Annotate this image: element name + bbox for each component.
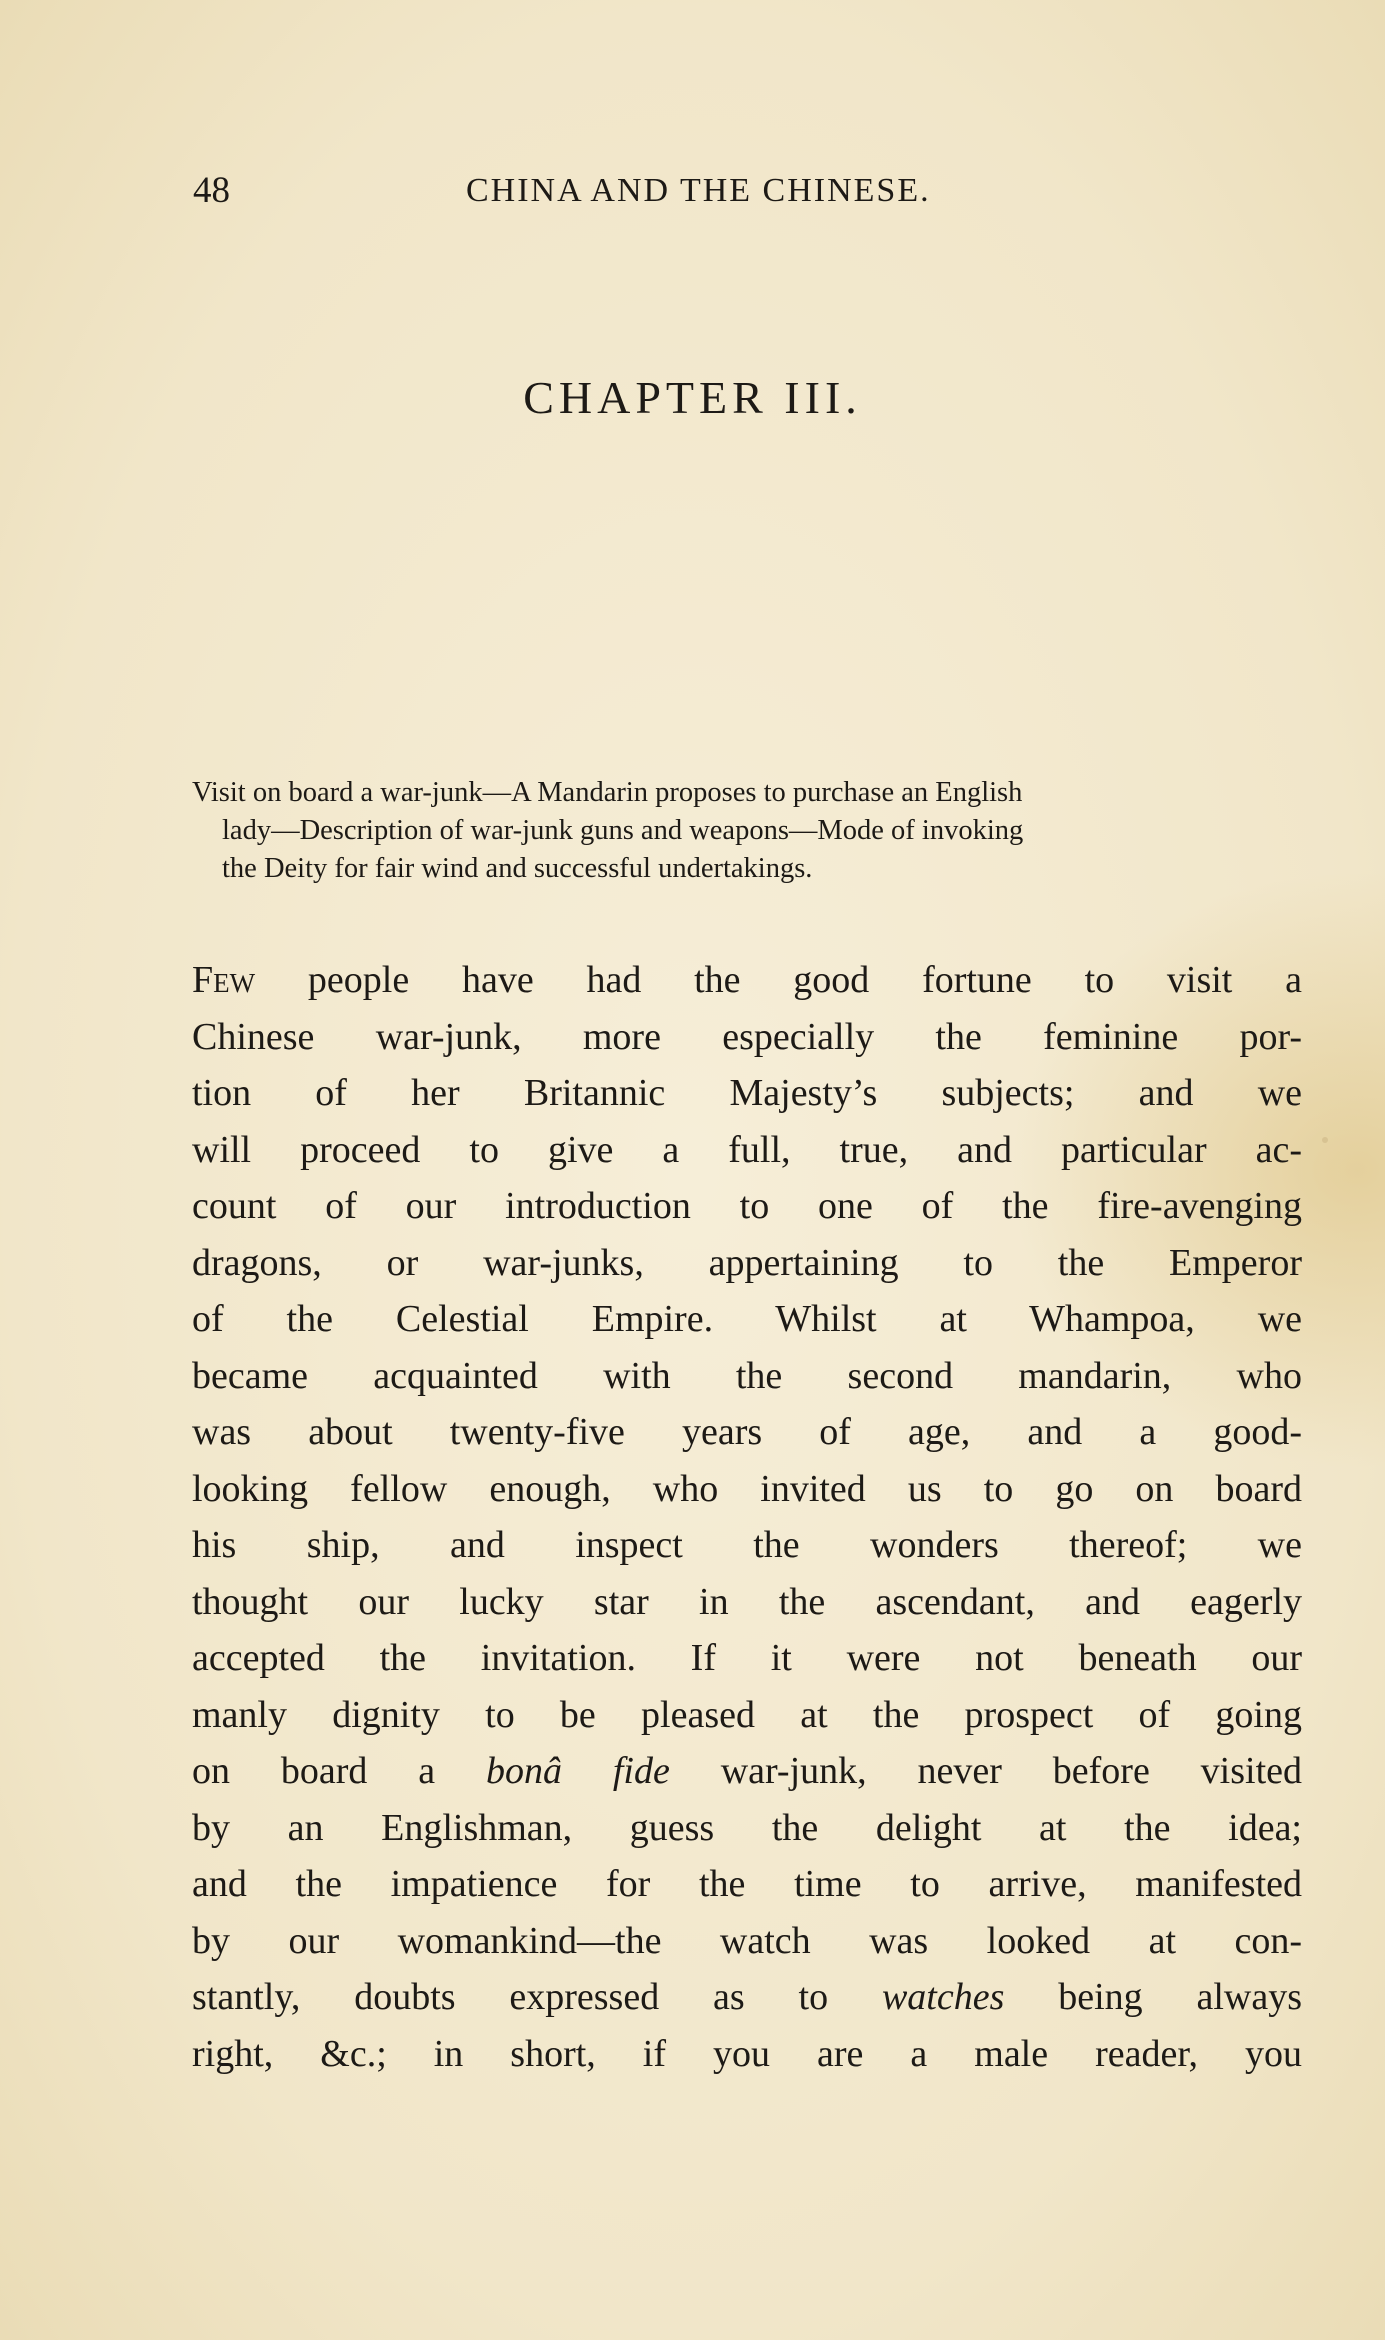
italic-term: bonâ fide bbox=[486, 1750, 670, 1792]
text-segment: war-junk, never before visited bbox=[669, 1750, 1303, 1792]
chapter-title: CHAPTER III. bbox=[523, 372, 862, 423]
body-line: right, &c.; in short, if you are a male reader, you bbox=[192, 2032, 1302, 2075]
body-line: became acquainted with the second mandarin, who bbox=[192, 1354, 1302, 1397]
body-line: looking fellow enough, who invited us to go on board bbox=[192, 1467, 1302, 1510]
body-line: Chinese war-junk, more especially the feminine por- bbox=[192, 1015, 1302, 1058]
text-segment: on board a bbox=[192, 1750, 486, 1792]
body-line: by our womankind—the watch was looked at con- bbox=[192, 1919, 1302, 1962]
body-text bbox=[192, 952, 1302, 2082]
body-line: was about twenty-five years of age, and a good- bbox=[192, 1411, 1302, 1453]
body-line: manly dignity to be pleased at the prospect of going bbox=[192, 1693, 1302, 1736]
body-line: dragons, or war-junks, appertaining to the Emperor bbox=[192, 1241, 1302, 1284]
italic-term: watches bbox=[881, 1976, 1005, 2018]
body-line: will proceed to give a full, true, and particular ac- bbox=[192, 1128, 1302, 1171]
page-number: 48 bbox=[193, 170, 230, 211]
body-line: count of our introduction to one of the fire-avenging bbox=[192, 1185, 1302, 1227]
text-segment: being always bbox=[1004, 1976, 1302, 2018]
running-head: CHINA AND THE CHINESE. bbox=[466, 172, 931, 209]
body-line: of the Celestial Empire. Whilst at Whampoa, we bbox=[192, 1298, 1302, 1340]
body-line: thought our lucky star in the ascendant, and eagerly bbox=[192, 1580, 1302, 1623]
body-line: by an Englishman, guess the delight at the idea; bbox=[192, 1806, 1302, 1849]
text-segment: stantly, doubts expressed as to bbox=[192, 1976, 882, 2018]
body-line: accepted the invitation. If it were not beneath our bbox=[192, 1637, 1302, 1679]
body-line: tion of her Britannic Majesty’s subjects; and we bbox=[192, 1072, 1302, 1114]
synopsis-line: Visit on board a war-junk—A Mandarin proposes to purchase an English bbox=[192, 777, 1023, 808]
body-line bbox=[192, 952, 1302, 1009]
first-line-text: people have had the good fortune to visit a bbox=[255, 959, 1302, 1001]
chapter-synopsis bbox=[192, 774, 1302, 888]
body-line: his ship, and inspect the wonders thereof; we bbox=[192, 1524, 1302, 1566]
synopsis-line: the Deity for fair wind and successful undertakings. bbox=[222, 853, 813, 884]
body-line: and the impatience for the time to arrive, manifested bbox=[192, 1863, 1302, 1905]
page-mark bbox=[1322, 1137, 1328, 1143]
page-header bbox=[0, 166, 1385, 216]
synopsis-line: lady—Description of war-junk guns and weapons—Mode of invoking bbox=[222, 815, 1024, 846]
body-line bbox=[192, 1969, 1302, 2026]
first-word: Few bbox=[192, 959, 256, 1001]
body-line bbox=[192, 1743, 1302, 1800]
